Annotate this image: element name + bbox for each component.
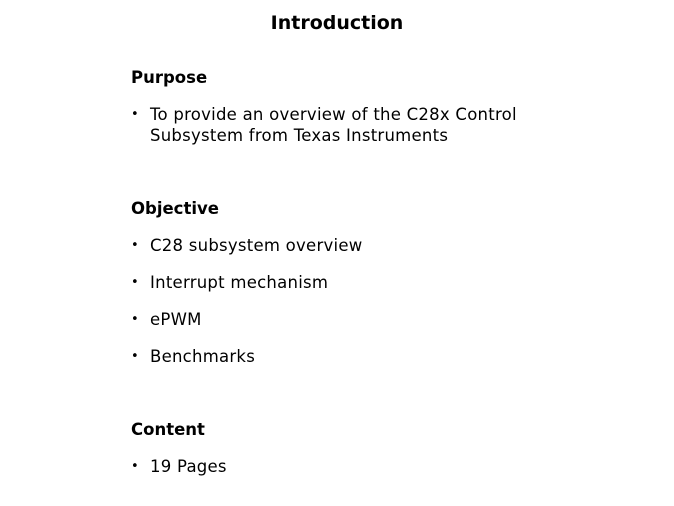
bullet-icon: • <box>131 349 139 364</box>
bullet-text: Interrupt mechanism <box>150 273 329 292</box>
bullet-text: C28 subsystem overview <box>150 236 363 255</box>
bullet-icon: • <box>131 459 139 474</box>
page-title: Introduction <box>270 12 404 34</box>
objective-bullet-item <box>131 309 551 330</box>
purpose-bullet-item <box>131 104 551 146</box>
bullet-icon: • <box>131 312 139 327</box>
section-heading-objective: Objective <box>131 199 219 218</box>
content-bullet-item <box>131 456 551 477</box>
bullet-icon: • <box>131 275 139 290</box>
section-heading-content: Content <box>131 420 205 439</box>
bullet-icon: • <box>131 238 139 253</box>
bullet-text: ePWM <box>150 310 202 329</box>
objective-bullet-item <box>131 272 551 293</box>
objective-bullet-item <box>131 235 551 256</box>
objective-bullet-item <box>131 346 551 367</box>
bullet-text: 19 Pages <box>150 457 227 476</box>
bullet-text: To provide an overview of the C28x Control Subsystem from Texas Instruments <box>150 105 517 145</box>
bullet-icon: • <box>131 107 139 122</box>
bullet-text: Benchmarks <box>150 347 256 366</box>
section-heading-purpose: Purpose <box>131 68 208 87</box>
